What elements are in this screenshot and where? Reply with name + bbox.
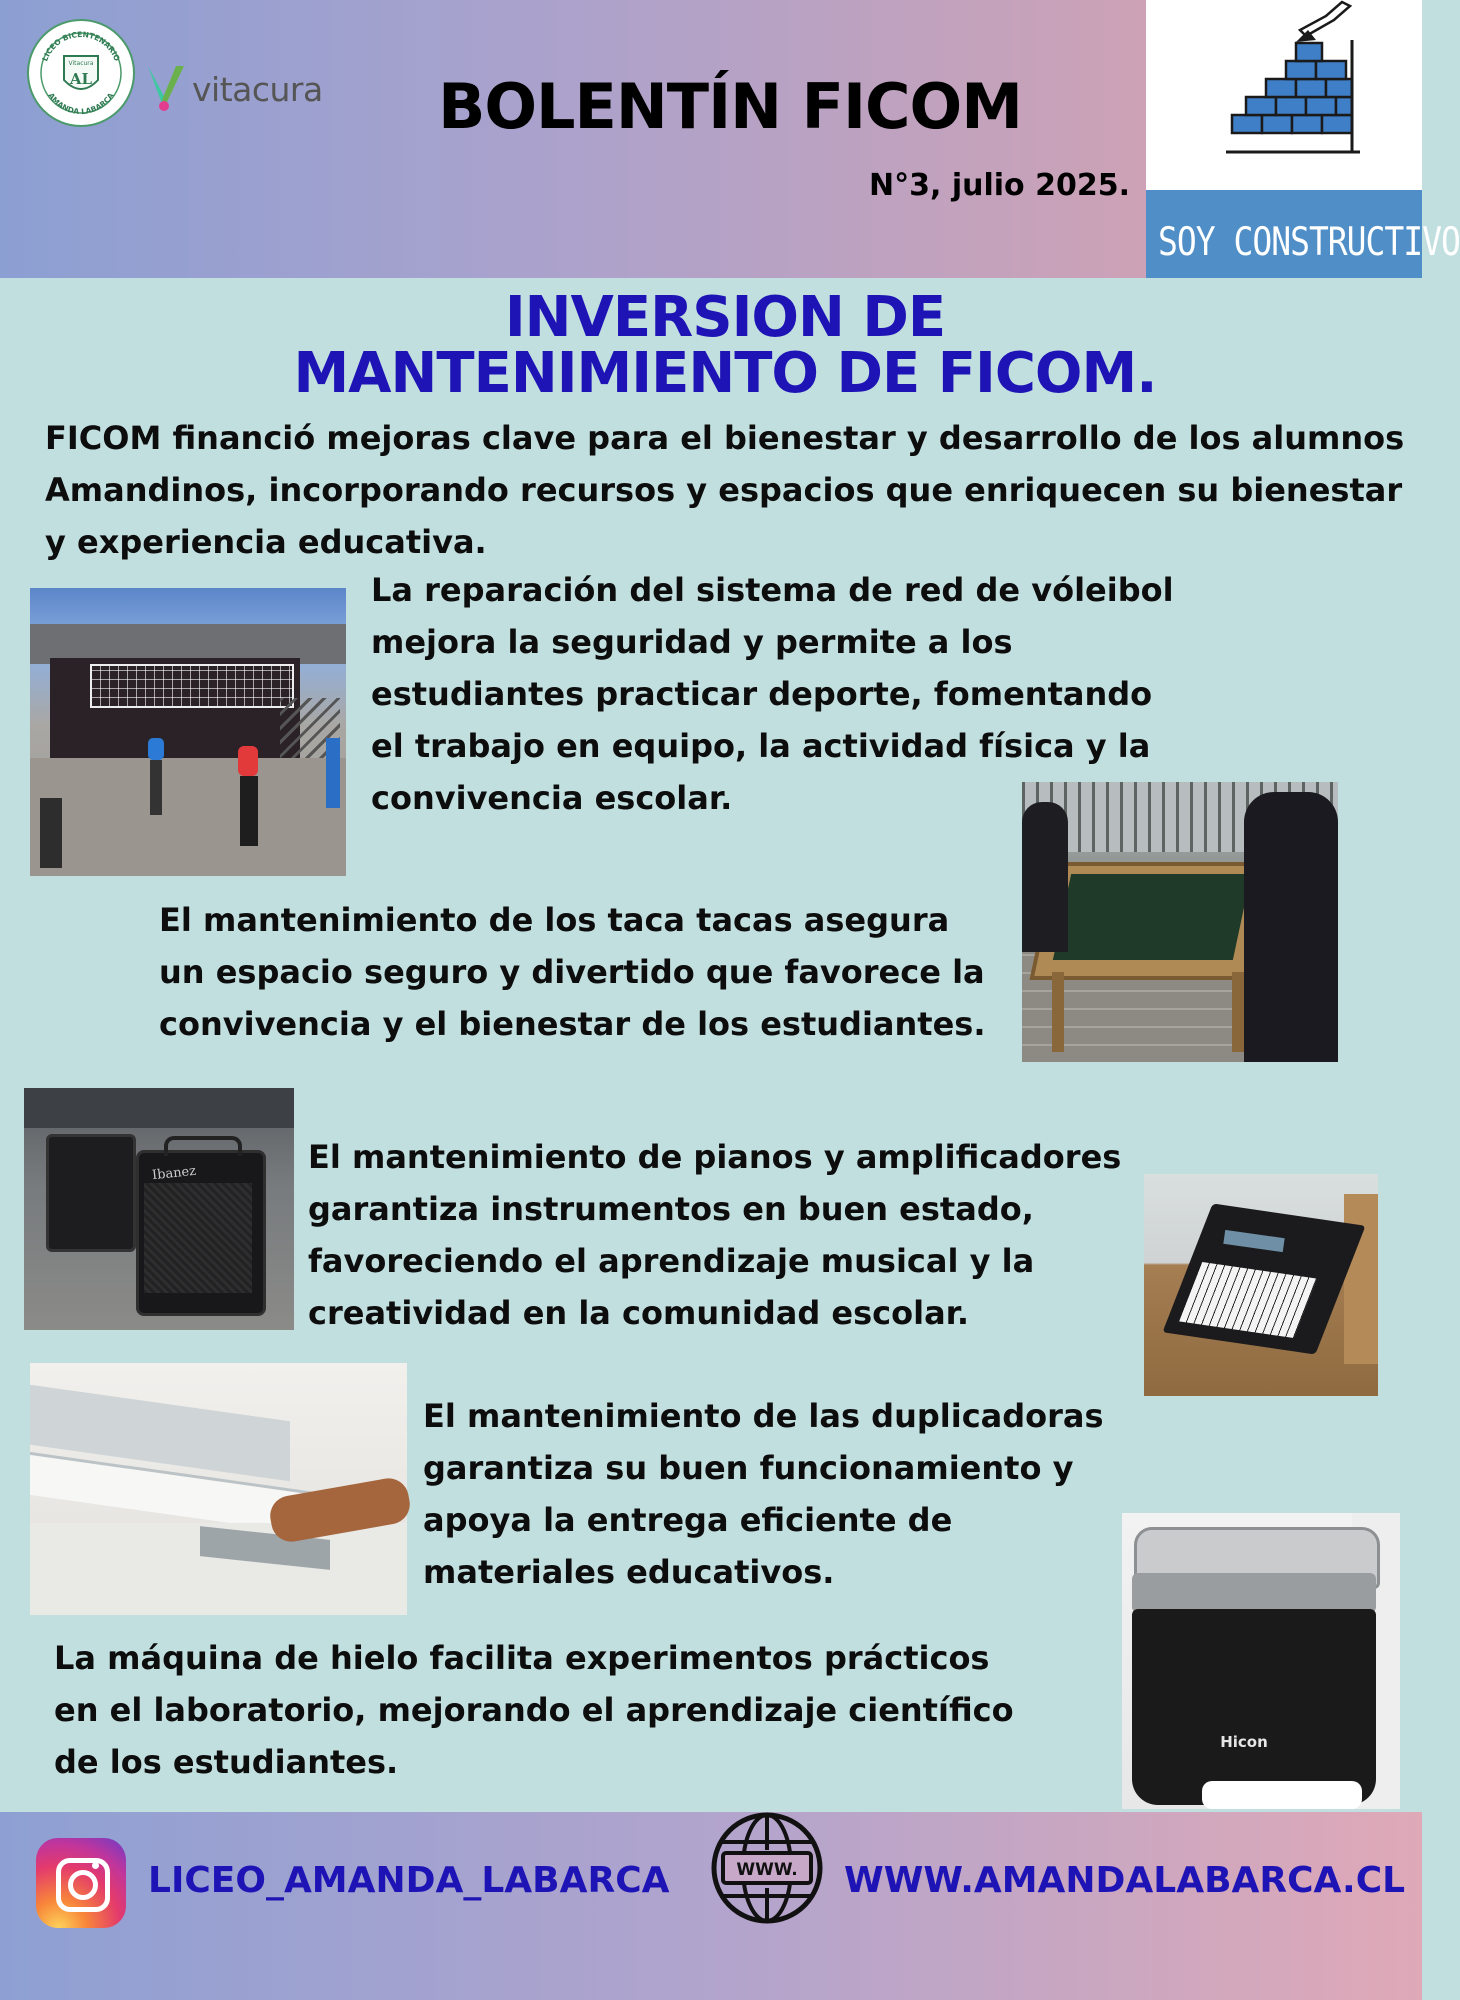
text-line: de los estudiantes. bbox=[54, 1743, 399, 1781]
keyboard-piano-photo bbox=[1144, 1174, 1378, 1396]
badge-text: SOY CONSTRUCTIVO bbox=[1158, 218, 1460, 265]
constructive-illustration bbox=[1146, 0, 1422, 190]
text-line: materiales educativos. bbox=[423, 1553, 835, 1591]
seal-bottom-text: AMANDA LABARCA bbox=[46, 91, 116, 117]
intro-paragraph bbox=[45, 412, 1404, 568]
text-line: El mantenimiento de los taca tacas asegura bbox=[159, 901, 950, 939]
ice-machine-text bbox=[54, 1632, 1014, 1788]
intro-line: Amandinos, incorporando recursos y espacios que enriquecen su bienestar bbox=[45, 471, 1403, 509]
text-line: un espacio seguro y divertido que favorece la bbox=[159, 953, 985, 991]
instagram-handle-link[interactable]: LICEO_AMANDA_LABARCA bbox=[148, 1860, 670, 1901]
foosball-text bbox=[159, 894, 985, 1050]
text-line: apoya la entrega eficiente de bbox=[423, 1501, 953, 1539]
copier-photo bbox=[30, 1363, 407, 1615]
text-line: garantiza instrumentos en buen estado, bbox=[308, 1190, 1034, 1228]
text-line: en el laboratorio, mejorando el aprendizaje científico bbox=[54, 1691, 1014, 1729]
text-line: El mantenimiento de las duplicadoras bbox=[423, 1397, 1104, 1435]
text-line: garantiza su buen funcionamiento y bbox=[423, 1449, 1074, 1487]
text-line: creatividad en la comunidad escolar. bbox=[308, 1294, 970, 1332]
foosball-table-photo bbox=[1022, 782, 1338, 1062]
text-line: estudiantes practicar deporte, fomentando bbox=[371, 675, 1153, 713]
seal-monogram: AL bbox=[69, 70, 93, 88]
music-text bbox=[308, 1131, 1121, 1339]
text-line: mejora la seguridad y permite a los bbox=[371, 623, 1013, 661]
school-seal-logo bbox=[26, 18, 136, 128]
soy-constructivo-badge bbox=[1146, 190, 1460, 278]
text-line: La máquina de hielo facilita experimentos prácticos bbox=[54, 1639, 990, 1677]
text-line: El mantenimiento de pianos y amplificadores bbox=[308, 1138, 1122, 1176]
headline-line-1: INVERSION DE bbox=[504, 285, 946, 350]
article-headline bbox=[100, 285, 1350, 406]
copiers-text bbox=[423, 1390, 1104, 1598]
text-line: convivencia y el bienestar de los estudiantes. bbox=[159, 1005, 986, 1043]
volleyball-net-photo bbox=[30, 588, 346, 876]
text-line: La reparación del sistema de red de vóleibol bbox=[371, 571, 1174, 609]
issue-date: N°3, julio 2025. bbox=[869, 168, 1130, 203]
vitacura-wordmark: vitacura bbox=[192, 70, 323, 109]
text-line: favoreciendo el aprendizaje musical y la bbox=[308, 1242, 1035, 1280]
www-icon-label: WWW. bbox=[736, 1860, 798, 1880]
instagram-icon[interactable] bbox=[36, 1838, 126, 1928]
globe-www-icon[interactable] bbox=[709, 1810, 825, 1926]
vitacura-v-icon bbox=[146, 60, 186, 112]
intro-line: FICOM financió mejoras clave para el bienestar y desarrollo de los alumnos bbox=[45, 419, 1405, 457]
intro-line: y experiencia educativa. bbox=[45, 523, 487, 561]
amp-brand-label: Ibanez bbox=[151, 1163, 197, 1184]
headline-line-2: MANTENIMIENTO DE FICOM. bbox=[293, 341, 1157, 406]
text-line: convivencia escolar. bbox=[371, 779, 733, 817]
seal-small-label: Vitacura bbox=[68, 60, 94, 67]
amplifiers-photo bbox=[24, 1088, 294, 1330]
newsletter-title: BOLENTÍN FICOM bbox=[438, 70, 1022, 143]
ice-machine-photo bbox=[1122, 1513, 1400, 1809]
seal-top-text: LICEO BICENTENARIO bbox=[40, 29, 122, 63]
text-line: el trabajo en equipo, la actividad física y la bbox=[371, 727, 1151, 765]
ice-machine-brand: Hicon bbox=[1220, 1733, 1268, 1751]
website-link[interactable]: WWW.AMANDALABARCA.CL bbox=[844, 1860, 1406, 1901]
